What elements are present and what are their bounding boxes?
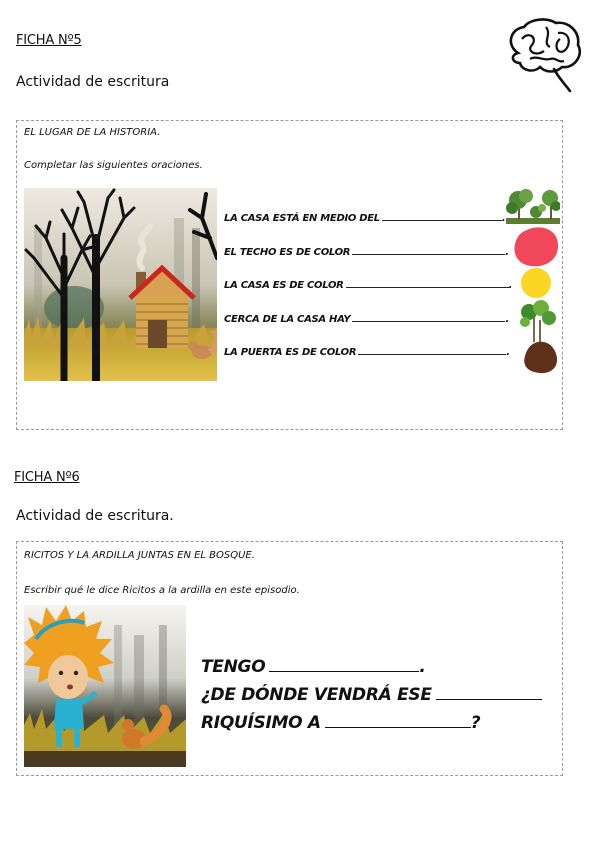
ficha6-title: FICHA Nº6 [14,470,80,485]
brown-blob-icon [522,340,558,374]
tree-icon [515,300,557,342]
answer-blank-5[interactable] [358,345,506,355]
sentence-5: LA PUERTA ES DE COLOR . [224,347,510,358]
dialogue-blank-3[interactable] [325,713,471,728]
ficha5-activity: Actividad de escritura [16,74,170,90]
answer-blank-3[interactable] [346,278,509,288]
ficha5-instruction: Completar las siguientes oraciones. [24,160,203,171]
dialogue-line-2: ¿DE DÓNDE VENDRÁ ESE [201,685,542,705]
dialogue-line-3: RIQUÍSIMO A ? [201,713,481,733]
sentence-3: LA CASA ES DE COLOR . [224,280,513,291]
forest-icon [506,188,560,224]
sentence-4: CERCA DE LA CASA HAY . [224,314,509,325]
house-in-forest-illustration [24,188,217,381]
ficha5-title: FICHA Nº5 [16,33,82,48]
dialogue-blank-2[interactable] [436,685,542,700]
answer-blank-1[interactable] [382,211,502,221]
sentence-2: EL TECHO ES DE COLOR . [224,247,509,258]
dialogue-line-1: TENGO . [201,657,426,677]
yellow-circle-icon [521,268,551,298]
sentence-1: LA CASA ESTÁ EN MEDIO DEL . [224,213,506,224]
ricitos-and-squirrel-illustration [24,605,186,767]
ficha6-heading: RICITOS Y LA ARDILLA JUNTAS EN EL BOSQUE. [24,550,255,561]
ficha5-heading: EL LUGAR DE LA HISTORIA. [24,127,161,138]
ficha6-instruction: Escribir qué le dice Ricitos a la ardilla en este episodio. [24,585,300,596]
brain-icon [500,15,585,95]
ficha6-activity: Actividad de escritura. [16,508,174,524]
answer-blank-4[interactable] [352,312,505,322]
red-blob-icon [513,226,559,268]
answer-blank-2[interactable] [352,245,505,255]
dialogue-blank-1[interactable] [269,657,419,672]
